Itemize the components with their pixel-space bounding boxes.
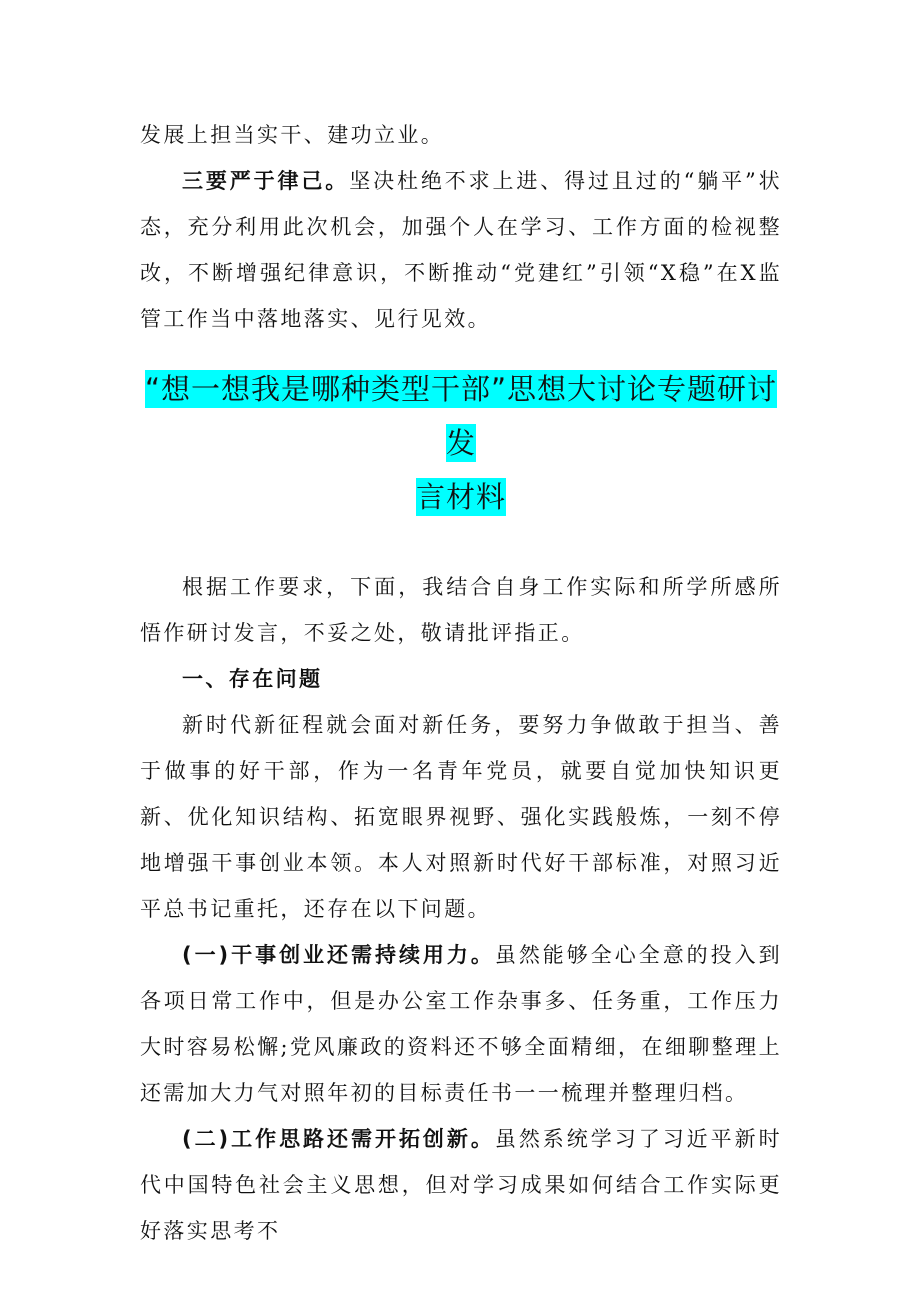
list-item-lead: (一)干事创业还需持续用力。: [182, 943, 495, 967]
section-heading: 一、存在问题: [182, 667, 323, 691]
section-text: 新时代新征程就会面对新任务，要努力争做敢于担当、善于做事的好干部，作为一名青年党员，就要自觉加快知识更新、优化知识结构、拓宽眼界视野、强化实践般炼，一刻不停地增强干事创业本领。本人对照新时代好干部标准，对照习近平总书记重托，还存在以下问题。: [140, 713, 782, 921]
intro-paragraph: 根据工作要求，下面，我结合自身工作实际和所学所感所悟作研讨发言，不妥之处，敬请批评指正。: [140, 575, 782, 645]
list-item-body: 虽然系统学习了习近平新时代中国特色社会主义思想，但对学习成果如何结合工作实际更好落实思考不: [140, 1127, 782, 1243]
spacer: [140, 524, 782, 564]
document-title: [140, 362, 782, 524]
paragraph-continuation: 发展上担当实干、建功立业。: [140, 123, 445, 147]
list-item-1: [140, 932, 782, 1116]
list-item-2: [140, 1116, 782, 1254]
document-page: [140, 112, 782, 1254]
paragraph-lead: 三要严于律己。: [182, 169, 350, 193]
title-line-2: 言材料: [415, 480, 506, 514]
list-item-lead: (二)工作思路还需开拓创新。: [182, 1127, 495, 1151]
list-item-body: 虽然能够全心全意的投入到各项日常工作中，但是办公室工作杂事多、任务重，工作压力大时容易松懈;党风廉政的资料还不够全面精细，在细聊整理上还需加大力气对照年初的目标责任书一一梳理并整理归档。: [140, 943, 782, 1105]
title-line-1: “想一想我是哪种类型干部”思想大讨论专题研讨发: [144, 372, 778, 460]
paragraph-body: 坚决杜绝不求上进、得过且过的“躺平”状态，充分利用此次机会，加强个人在学习、工作方面的检视整改，不断增强纪律意识，不断推动“党建红”引领“X稳”在X监管工作当中落地落实、见行见效。: [140, 169, 782, 331]
paragraph-self-discipline: [140, 158, 782, 342]
